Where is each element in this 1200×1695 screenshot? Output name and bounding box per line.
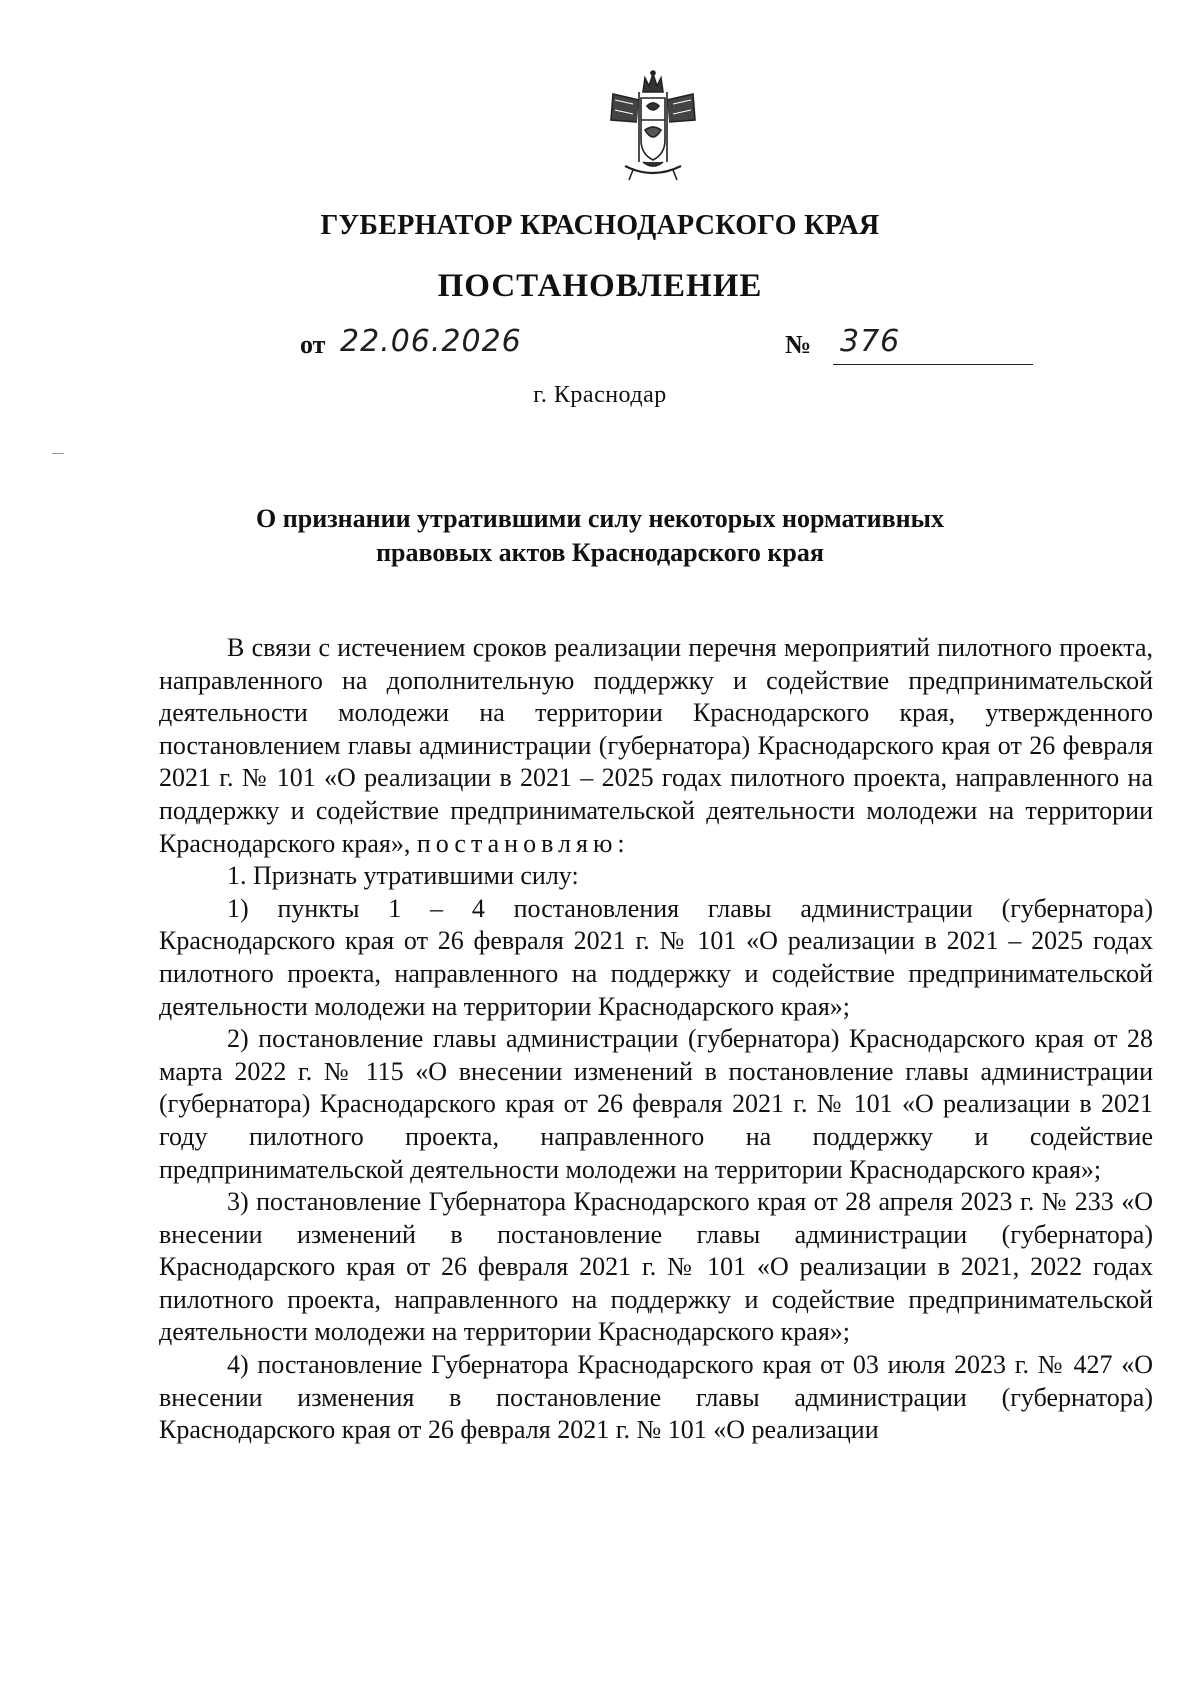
document-title — [200, 502, 1000, 570]
document-type: ПОСТАНОВЛЕНИЕ — [437, 268, 763, 304]
intro-text: В связи с истечением сроков реализации перечня мероприятий пилотного проекта, направленного на дополнительную поддержку и содействие предпринимательской деятельности молодежи на территории Краснодарского края, утвержденного постановлением главы администрации (губернатора) Краснодарского края от 26 февраля 2021 г. № 101 «О реализации в 2021 – 2025 годах пилотного проекта, направленного на поддержку и содействие предпринимательской деятельности молодежи на территории Краснодарского края», — [159, 633, 1153, 858]
date-value: 22.06.2026 — [340, 324, 522, 359]
title-line-1: О признании утратившими силу некоторых нормативных — [256, 504, 944, 533]
title-line-2: правовых актов Краснодарского края — [376, 538, 824, 567]
sub-item-4: 4) постановление Губернатора Краснодарского края от 03 июля 2023 г. № 427 «О внесении изменения в постановление главы администрации (губернатора) Краснодарского края от 26 февраля 2021 г. № 101 «О реализации — [159, 1350, 1153, 1445]
sub-item-3: 3) постановление Губернатора Краснодарского края от 28 апреля 2023 г. № 233 «О внесении изменений в постановление главы администрации (губернатора) Краснодарского края от 26 февраля 2021 г. № 101 «О реализации в 2021, 2022 годах пилотного проекта, направленного на поддержку и содействие предпринимательской деятельности молодежи на территории Краснодарского края»; — [159, 1187, 1153, 1347]
item-1: 1. Признать утратившими силу: — [227, 861, 579, 891]
document-body — [159, 632, 1153, 1447]
date-label: от — [300, 330, 326, 359]
city: г. Краснодар — [533, 382, 667, 408]
intro-paragraph — [159, 632, 1153, 860]
sub-item-1: 1) пункты 1 – 4 постановления главы администрации (губернатора) Краснодарского края от 26 февраля 2021 г. № 101 «О реализации в 2021 – 2025 годах пилотного проекта, направленного на поддержку и содействие предпринимательской деятельности молодежи на территории Краснодарского края»; — [159, 893, 1153, 1021]
sub-item-2: 2) постановление главы администрации (губернатора) Краснодарского края от 28 марта 2022 г. № 115 «О внесении изменений в постановление главы администрации (губернатора) Краснодарского края от 26 февраля 2021 г. № 101 «О реализации в 2021 году пилотного проекта, направленного на поддержку и содействие предпринимательской деятельности молодежи на территории Краснодарского края»; — [159, 1024, 1153, 1184]
margin-mark — [52, 453, 64, 454]
number-value: 376 — [840, 324, 901, 359]
number-underline — [833, 364, 1033, 365]
coat-of-arms-icon — [603, 70, 703, 186]
number-line — [785, 324, 901, 360]
number-label: № — [785, 330, 812, 359]
decree-word: постановляю: — [416, 828, 630, 858]
date-line — [300, 324, 522, 360]
issuing-authority: ГУБЕРНАТОР КРАСНОДАРСКОГО КРАЯ — [320, 210, 880, 241]
